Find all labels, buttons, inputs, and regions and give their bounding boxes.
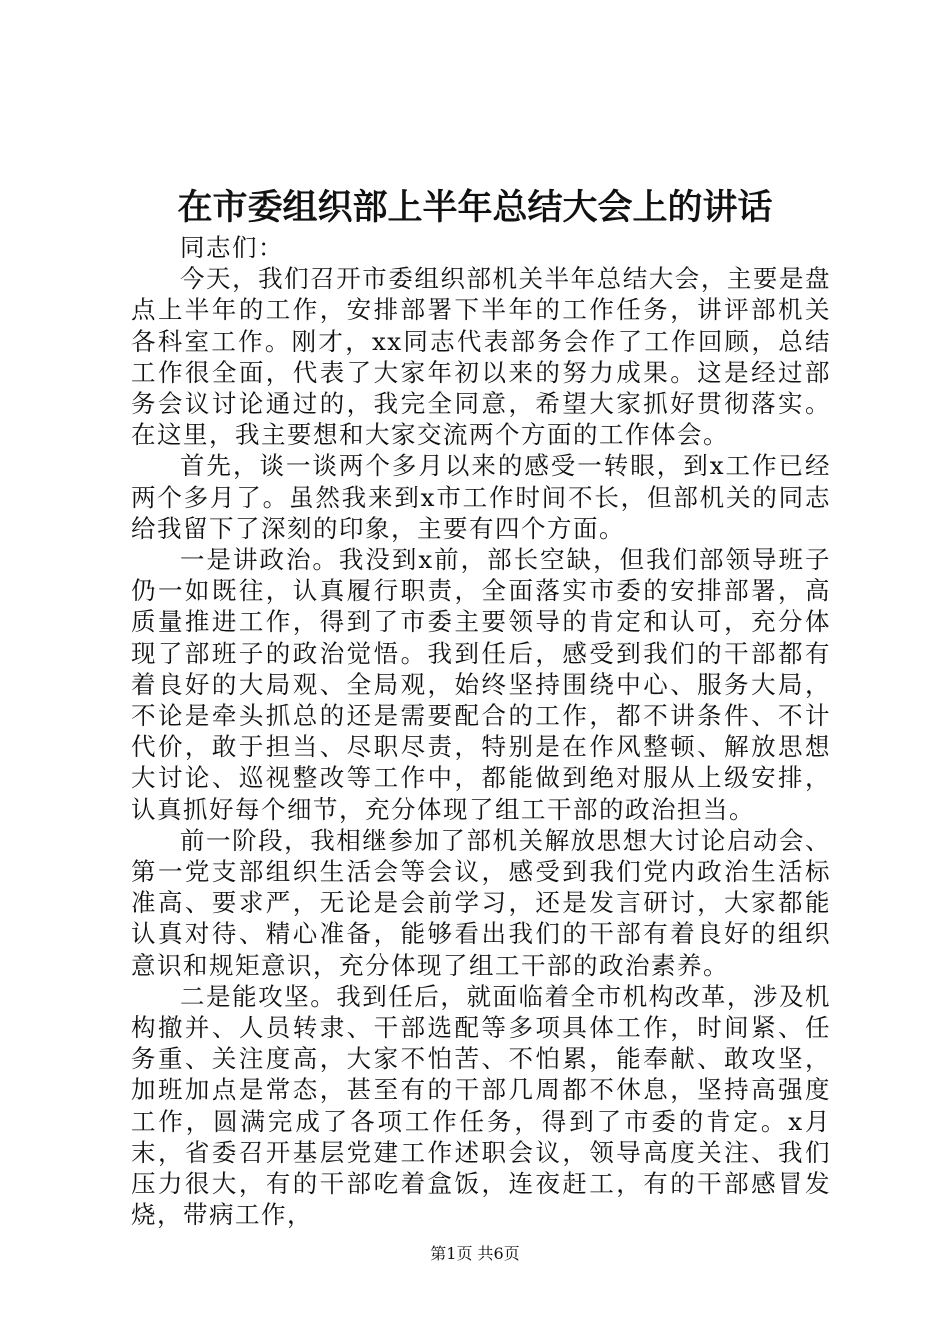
document-title: 在市委组织部上半年总结大会上的讲话 bbox=[177, 187, 773, 228]
body-paragraph: 今天，我们召开市委组织部机关半年总结大会，主要是盘点上半年的工作，安排部署下半年的工作任务，讲评部机关各科室工作。刚才，xx同志代表部务会作了工作回顾，总结工作很全面，代表了大家年初以来的努力成果。这是经过部务会议讨论通过的，我完全同意，希望大家抓好贯彻落实。在这里，我主要想和大家交流两个方面的工作体会。 bbox=[131, 264, 831, 450]
body-paragraph: 前一阶段，我相继参加了部机关解放思想大讨论启动会、第一党支部组织生活会等会议，感受到我们党内政治生活标准高、要求严，无论是会前学习，还是发言研讨，大家都能认真对待、精心准备，能够看出我们的干部有着良好的组织意识和规矩意识，充分体现了组工干部的政治素养。 bbox=[131, 825, 831, 980]
salutation-paragraph: 同志们： bbox=[180, 233, 284, 262]
body-paragraph: 一是讲政治。我没到x前，部长空缺，但我们部领导班子仍一如既往，认真履行职责，全面落实市委的安排部署，高质量推进工作，得到了市委主要领导的肯定和认可，充分体现了部班子的政治觉悟。我到任后，感受到我们的干部都有着良好的大局观、全局观，始终坚持围绕中心、服务大局，不论是牵头抓总的还是需要配合的工作，都不讲条件、不计代价，敢于担当、尽职尽责，特别是在作风整顿、解放思想大讨论、巡视整改等工作中，都能做到绝对服从上级安排，认真抓好每个细节，充分体现了组工干部的政治担当。 bbox=[131, 545, 831, 824]
page-footer: 第1页 共6页 bbox=[430, 1244, 520, 1263]
body-paragraph: 首先，谈一谈两个多月以来的感受一转眼，到x工作已经两个多月了。虽然我来到x市工作时间不长，但部机关的同志给我留下了深刻的印象，主要有四个方面。 bbox=[131, 451, 831, 543]
body-paragraph: 二是能攻坚。我到任后，就面临着全市机构改革，涉及机构撤并、人员转隶、干部选配等多项具体工作，时间紧、任务重、关注度高，大家不怕苦、不怕累，能奉献、敢攻坚，加班加点是常态，甚至有的干部几周都不休息，坚持高强度工作，圆满完成了各项工作任务，得到了市委的肯定。x月末，省委召开基层党建工作述职会议，领导高度关注、我们压力很大，有的干部吃着盒饭，连夜赶工，有的干部感冒发烧，带病工作， bbox=[131, 981, 831, 1230]
document-body bbox=[131, 232, 831, 1231]
